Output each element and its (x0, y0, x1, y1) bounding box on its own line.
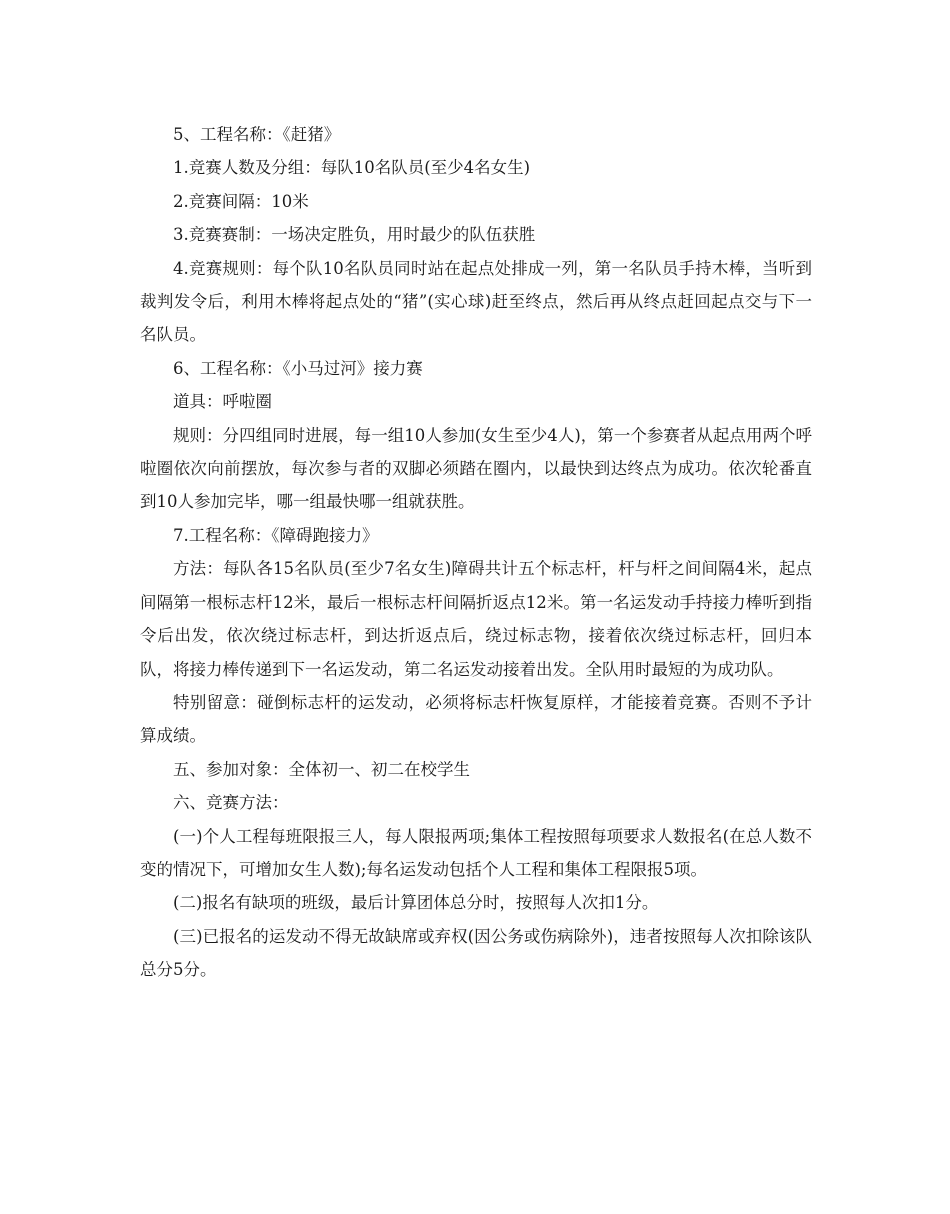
item-6-props: 道具：呼啦圈 (173, 392, 272, 412)
item-6-title: 6、工程名称：《小马过河》接力赛 (173, 358, 423, 378)
item-5-rule-4: 4.竞赛规则：每个队10名队员同时站在起点处排成一列，第一名队员手持木棒，当听到裁判发令后，利用木棒将起点处的“猪”(实心球)赶至终点，然后再从终点赶回起点交与下一名队员。 (140, 258, 812, 345)
section-6-rule-1: (一)个人工程每班限报三人，每人限报两项;集体工程按照每项要求人数报名(在总人数不变的情况下，可增加女生人数);每名运发动包括个人工程和集体工程限报5项。 (140, 826, 812, 879)
section-5-participants: 五、参加对象：全体初一、初二在校学生 (173, 759, 470, 779)
item-5-title: 5、工程名称：《赶猪》 (173, 125, 341, 144)
document-body (140, 118, 812, 987)
item-5-rule-3: 3.竞赛赛制：一场决定胜负，用时最少的队伍获胜 (173, 225, 536, 245)
item-5-rule-1: 1.竞赛人数及分组：每队10名队员(至少4名女生) (173, 158, 531, 178)
item-6-rules: 规则：分四组同时进展，每一组10人参加(女生至少4人)，第一个参赛者从起点用两个呼啦圈依次向前摆放，每次参与者的双脚必须踏在圈内，以最快到达终点为成功。依次轮番直到10人参加完毕，哪一组最快哪一组就获胜。 (140, 425, 812, 512)
item-7-method: 方法：每队各15名队员(至少7名女生)障碍共计五个标志杆，杆与杆之间间隔4米，起点间隔第一根标志杆12米，最后一根标志杆间隔折返点12米。第一名运发动手持接力棒听到指令后出发，依次绕过标志杆，到达折返点后，绕过标志物，接着依次绕过标志杆，回归本队，将接力棒传递到下一名运发动，第二名运发动接着出发。全队用时最短的为成功队。 (140, 559, 812, 679)
section-6-heading: 六、竞赛方法： (173, 793, 289, 813)
item-7-note: 特别留意：碰倒标志杆的运发动，必须将标志杆恢复原样，才能接着竞赛。否则不予计算成绩。 (140, 692, 812, 746)
section-6-rule-2: (二)报名有缺项的班级，最后计算团体总分时，按照每人次扣1分。 (173, 893, 659, 913)
item-5-rule-2: 2.竞赛间隔：10米 (173, 191, 309, 211)
section-6-rule-3: (三)已报名的运发动不得无故缺席或弃权(因公务或伤病除外)，违者按照每人次扣除该队总分5分。 (140, 926, 812, 980)
item-7-title: 7.工程名称：《障碍跑接力》 (173, 525, 379, 545)
